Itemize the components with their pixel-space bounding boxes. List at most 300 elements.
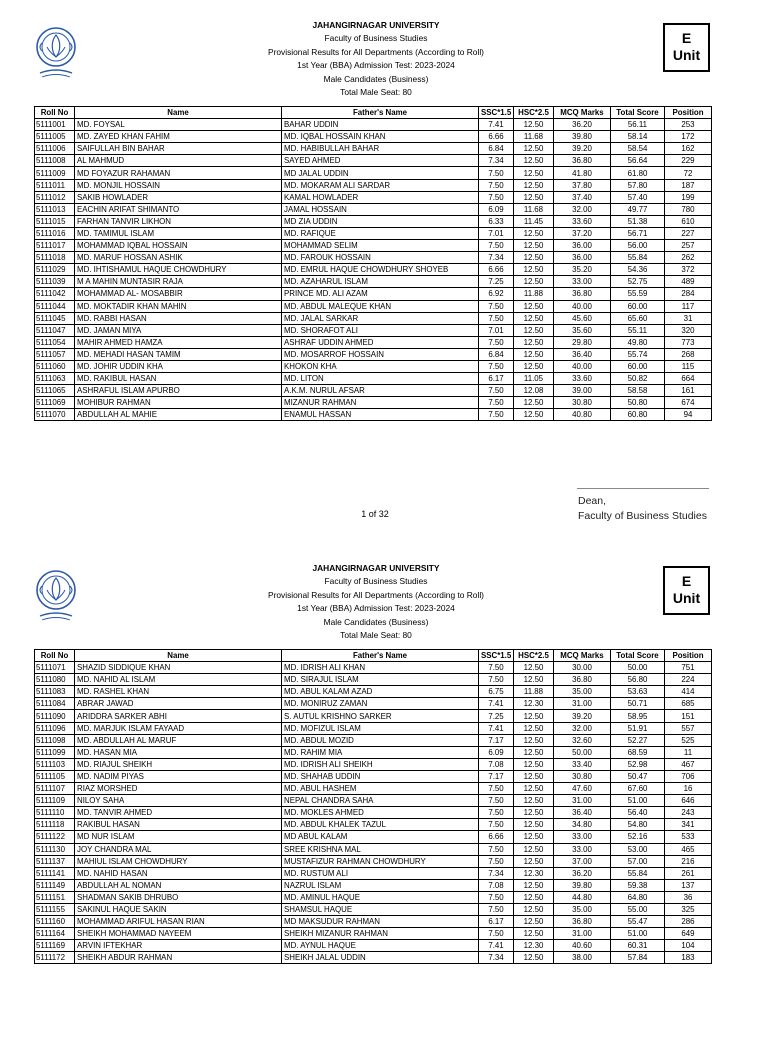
table-row <box>35 770 712 782</box>
mcq-cell: 37.00 <box>554 855 611 867</box>
unit-letter: E <box>681 573 692 589</box>
total-score-cell: 52.75 <box>611 276 665 288</box>
position-cell: 36 <box>665 891 712 903</box>
position-cell: 286 <box>665 916 712 928</box>
table-row <box>35 916 712 928</box>
roll-no-cell: 5111122 <box>35 831 75 843</box>
results-title: Provisional Results for All Departments (According to Roll) <box>268 589 484 600</box>
column-header: Name <box>75 650 282 662</box>
hsc-cell: 12.50 <box>514 674 554 686</box>
ssc-cell: 6.66 <box>479 264 514 276</box>
university-name: JAHANGIRNAGAR UNIVERSITY <box>312 563 440 573</box>
fathers-name-cell: MD. ABDUL MALEQUE KHAN <box>282 300 479 312</box>
total-score-cell: 57.00 <box>611 855 665 867</box>
mcq-cell: 30.80 <box>554 397 611 409</box>
name-cell: MD. TAMIMUL ISLAM <box>75 227 282 239</box>
faculty-name: Faculty of Business Studies <box>324 576 428 587</box>
column-header: HSC*2.5 <box>514 650 554 662</box>
ssc-cell: 7.41 <box>479 722 514 734</box>
name-cell: MD. MONJIL HOSSAIN <box>75 179 282 191</box>
mcq-cell: 36.80 <box>554 155 611 167</box>
table-row <box>35 288 712 300</box>
name-cell: MD. JOHIR UDDIN KHA <box>75 360 282 372</box>
table-row <box>35 203 712 215</box>
position-cell: 646 <box>665 795 712 807</box>
name-cell: MD. MARUF HOSSAN ASHIK <box>75 252 282 264</box>
position-cell: 525 <box>665 734 712 746</box>
total-score-cell: 60.31 <box>611 940 665 952</box>
table-row <box>35 227 712 239</box>
name-cell: MD. NAHID AL ISLAM <box>75 674 282 686</box>
fathers-name-cell: MOHAMMAD SELIM <box>282 240 479 252</box>
roll-no-cell: 5111105 <box>35 770 75 782</box>
roll-no-cell: 5111054 <box>35 336 75 348</box>
column-header: Father's Name <box>282 650 479 662</box>
position-cell: 465 <box>665 843 712 855</box>
mcq-cell: 40.60 <box>554 940 611 952</box>
roll-no-cell: 5111044 <box>35 300 75 312</box>
page-header <box>180 19 572 99</box>
ssc-cell: 7.50 <box>479 928 514 940</box>
table-row <box>35 119 712 131</box>
fathers-name-cell: MD. MOFIZUL ISLAM <box>282 722 479 734</box>
mcq-cell: 31.00 <box>554 928 611 940</box>
fathers-name-cell: NEPAL CHANDRA SAHA <box>282 795 479 807</box>
roll-no-cell: 5111096 <box>35 722 75 734</box>
table-row <box>35 167 712 179</box>
hsc-cell: 12.50 <box>514 179 554 191</box>
total-score-cell: 50.82 <box>611 373 665 385</box>
hsc-cell: 12.50 <box>514 795 554 807</box>
total-score-cell: 49.77 <box>611 203 665 215</box>
position-cell: 257 <box>665 240 712 252</box>
total-score-cell: 61.80 <box>611 167 665 179</box>
mcq-cell: 32.60 <box>554 734 611 746</box>
column-header: Roll No <box>35 650 75 662</box>
hsc-cell: 12.50 <box>514 952 554 964</box>
total-score-cell: 58.54 <box>611 143 665 155</box>
roll-no-cell: 5111070 <box>35 409 75 421</box>
roll-no-cell: 5111155 <box>35 903 75 915</box>
total-score-cell: 60.00 <box>611 300 665 312</box>
roll-no-cell: 5111013 <box>35 203 75 215</box>
position-cell: 664 <box>665 373 712 385</box>
roll-no-cell: 5111169 <box>35 940 75 952</box>
table-row <box>35 397 712 409</box>
fathers-name-cell: A.K.M. NURUL AFSAR <box>282 385 479 397</box>
mcq-cell: 34.80 <box>554 819 611 831</box>
fathers-name-cell: MD. MONIRUZ ZAMAN <box>282 698 479 710</box>
name-cell: ABDULLAH AL NOMAN <box>75 879 282 891</box>
table-row <box>35 819 712 831</box>
ssc-cell: 6.75 <box>479 686 514 698</box>
roll-no-cell: 5111060 <box>35 360 75 372</box>
mcq-cell: 45.60 <box>554 312 611 324</box>
roll-no-cell: 5111009 <box>35 167 75 179</box>
total-score-cell: 65.60 <box>611 312 665 324</box>
roll-no-cell: 5111118 <box>35 819 75 831</box>
total-score-cell: 57.84 <box>611 952 665 964</box>
roll-no-cell: 5111015 <box>35 215 75 227</box>
unit-badge <box>663 23 710 72</box>
fathers-name-cell: SHEIKH MIZANUR RAHMAN <box>282 928 479 940</box>
ssc-cell: 7.50 <box>479 385 514 397</box>
position-cell: 372 <box>665 264 712 276</box>
table-row <box>35 300 712 312</box>
table-row <box>35 758 712 770</box>
seat-count: Total Male Seat: 80 <box>340 630 412 641</box>
hsc-cell: 12.50 <box>514 167 554 179</box>
ssc-cell: 6.09 <box>479 746 514 758</box>
mcq-cell: 37.40 <box>554 191 611 203</box>
university-name: JAHANGIRNAGAR UNIVERSITY <box>312 20 440 30</box>
table-row <box>35 855 712 867</box>
position-cell: 94 <box>665 409 712 421</box>
roll-no-cell: 5111130 <box>35 843 75 855</box>
fathers-name-cell: MD. AMINUL HAQUE <box>282 891 479 903</box>
total-score-cell: 56.71 <box>611 227 665 239</box>
mcq-cell: 33.00 <box>554 831 611 843</box>
fathers-name-cell: MD. ABDUL KHALEK TAZUL <box>282 819 479 831</box>
roll-no-cell: 5111172 <box>35 952 75 964</box>
total-score-cell: 51.38 <box>611 215 665 227</box>
fathers-name-cell: MD. RUSTUM ALI <box>282 867 479 879</box>
ssc-cell: 7.50 <box>479 662 514 674</box>
total-score-cell: 58.58 <box>611 385 665 397</box>
fathers-name-cell: MD. EMRUL HAQUE CHOWDHURY SHOYEB <box>282 264 479 276</box>
fathers-name-cell: MD. IQBAL HOSSAIN KHAN <box>282 131 479 143</box>
mcq-cell: 31.00 <box>554 795 611 807</box>
fathers-name-cell: ASHRAF UDDIN AHMED <box>282 336 479 348</box>
hsc-cell: 12.50 <box>514 324 554 336</box>
name-cell: MD. HASAN MIA <box>75 746 282 758</box>
ssc-cell: 7.01 <box>479 227 514 239</box>
roll-no-cell: 5111151 <box>35 891 75 903</box>
ssc-cell: 7.50 <box>479 843 514 855</box>
dean-signature-block <box>578 494 707 524</box>
position-cell: 243 <box>665 807 712 819</box>
mcq-cell: 36.20 <box>554 867 611 879</box>
total-score-cell: 54.36 <box>611 264 665 276</box>
fathers-name-cell: MD. LITON <box>282 373 479 385</box>
name-cell: MAHIUL ISLAM CHOWDHURY <box>75 855 282 867</box>
hsc-cell: 12.50 <box>514 252 554 264</box>
name-cell: SAIFULLAH BIN BAHAR <box>75 143 282 155</box>
ssc-cell: 7.50 <box>479 300 514 312</box>
hsc-cell: 12.50 <box>514 191 554 203</box>
hsc-cell: 12.50 <box>514 855 554 867</box>
position-cell: 685 <box>665 698 712 710</box>
ssc-cell: 7.50 <box>479 397 514 409</box>
mcq-cell: 32.00 <box>554 203 611 215</box>
ssc-cell: 7.34 <box>479 155 514 167</box>
hsc-cell: 12.50 <box>514 143 554 155</box>
hsc-cell: 12.50 <box>514 903 554 915</box>
position-cell: 674 <box>665 397 712 409</box>
table-row <box>35 674 712 686</box>
roll-no-cell: 5111098 <box>35 734 75 746</box>
hsc-cell: 12.50 <box>514 807 554 819</box>
ssc-cell: 6.09 <box>479 203 514 215</box>
table-row <box>35 143 712 155</box>
name-cell: JOY CHANDRA MAL <box>75 843 282 855</box>
mcq-cell: 39.20 <box>554 710 611 722</box>
position-cell: 610 <box>665 215 712 227</box>
fathers-name-cell: S. AUTUL KRISHNO SARKER <box>282 710 479 722</box>
mcq-cell: 33.60 <box>554 215 611 227</box>
table-row <box>35 795 712 807</box>
hsc-cell: 12.50 <box>514 348 554 360</box>
mcq-cell: 41.80 <box>554 167 611 179</box>
ssc-cell: 7.50 <box>479 191 514 203</box>
hsc-cell: 12.50 <box>514 843 554 855</box>
mcq-cell: 47.60 <box>554 783 611 795</box>
roll-no-cell: 5111149 <box>35 879 75 891</box>
position-cell: 187 <box>665 179 712 191</box>
total-score-cell: 56.40 <box>611 807 665 819</box>
hsc-cell: 12.50 <box>514 891 554 903</box>
column-header: SSC*1.5 <box>479 107 514 119</box>
roll-no-cell: 5111042 <box>35 288 75 300</box>
roll-no-cell: 5111069 <box>35 397 75 409</box>
table-row <box>35 734 712 746</box>
position-cell: 117 <box>665 300 712 312</box>
position-cell: 649 <box>665 928 712 940</box>
roll-no-cell: 5111018 <box>35 252 75 264</box>
name-cell: ASHRAFUL ISLAM APURBO <box>75 385 282 397</box>
name-cell: SAKINUL HAQUE SAKIN <box>75 903 282 915</box>
fathers-name-cell: MD. AZAHARUL ISLAM <box>282 276 479 288</box>
fathers-name-cell: SAYED AHMED <box>282 155 479 167</box>
name-cell: MD. MARJUK ISLAM FAYAAD <box>75 722 282 734</box>
name-cell: SHEIKH MOHAMMAD NAYEEM <box>75 928 282 940</box>
fathers-name-cell: SREE KRISHNA MAL <box>282 843 479 855</box>
position-cell: 104 <box>665 940 712 952</box>
position-cell: 115 <box>665 360 712 372</box>
position-cell: 172 <box>665 131 712 143</box>
result-page-1 <box>0 0 768 522</box>
roll-no-cell: 5111090 <box>35 710 75 722</box>
mcq-cell: 36.20 <box>554 119 611 131</box>
total-score-cell: 55.74 <box>611 348 665 360</box>
mcq-cell: 37.20 <box>554 227 611 239</box>
name-cell: ARIDDRA SARKER ABHI <box>75 710 282 722</box>
hsc-cell: 12.50 <box>514 360 554 372</box>
roll-no-cell: 5111110 <box>35 807 75 819</box>
ssc-cell: 6.92 <box>479 288 514 300</box>
hsc-cell: 12.08 <box>514 385 554 397</box>
total-score-cell: 50.80 <box>611 397 665 409</box>
total-score-cell: 67.60 <box>611 783 665 795</box>
fathers-name-cell: MD. SHAHAB UDDIN <box>282 770 479 782</box>
name-cell: ARVIN IFTEKHAR <box>75 940 282 952</box>
name-cell: MAHIR AHMED HAMZA <box>75 336 282 348</box>
position-cell: 31 <box>665 312 712 324</box>
results-table-body <box>35 119 712 421</box>
position-cell: 151 <box>665 710 712 722</box>
table-row <box>35 879 712 891</box>
ssc-cell: 7.50 <box>479 674 514 686</box>
column-header: Roll No <box>35 107 75 119</box>
hsc-cell: 12.50 <box>514 397 554 409</box>
name-cell: RIAZ MORSHED <box>75 783 282 795</box>
ssc-cell: 7.50 <box>479 240 514 252</box>
hsc-cell: 12.50 <box>514 758 554 770</box>
position-cell: 557 <box>665 722 712 734</box>
roll-no-cell: 5111109 <box>35 795 75 807</box>
position-cell: 414 <box>665 686 712 698</box>
test-name: 1st Year (BBA) Admission Test: 2023-2024 <box>297 603 455 614</box>
ssc-cell: 7.50 <box>479 903 514 915</box>
name-cell: MOHAMMAD IQBAL HOSSAIN <box>75 240 282 252</box>
name-cell: SHAZID SIDDIQUE KHAN <box>75 662 282 674</box>
hsc-cell: 12.50 <box>514 783 554 795</box>
fathers-name-cell: MD. ABUL HASHEM <box>282 783 479 795</box>
name-cell: MOHIBUR RAHMAN <box>75 397 282 409</box>
mcq-cell: 36.80 <box>554 916 611 928</box>
position-cell: 162 <box>665 143 712 155</box>
mcq-cell: 36.00 <box>554 252 611 264</box>
roll-no-cell: 5111001 <box>35 119 75 131</box>
candidate-group: Male Candidates (Business) <box>323 73 429 84</box>
position-cell: 773 <box>665 336 712 348</box>
total-score-cell: 54.80 <box>611 819 665 831</box>
hsc-cell: 12.50 <box>514 746 554 758</box>
hsc-cell: 12.30 <box>514 940 554 952</box>
column-header: MCQ Marks <box>554 107 611 119</box>
table-row <box>35 131 712 143</box>
ssc-cell: 7.41 <box>479 119 514 131</box>
position-cell: 780 <box>665 203 712 215</box>
hsc-cell: 12.50 <box>514 227 554 239</box>
name-cell: MD. ZAYED KHAN FAHIM <box>75 131 282 143</box>
fathers-name-cell: JAMAL HOSSAIN <box>282 203 479 215</box>
position-cell: 467 <box>665 758 712 770</box>
fathers-name-cell: MD. IDRISH ALI SHEIKH <box>282 758 479 770</box>
mcq-cell: 35.00 <box>554 903 611 915</box>
name-cell: MOHAMMAD AL- MOSABBIR <box>75 288 282 300</box>
total-score-cell: 56.11 <box>611 119 665 131</box>
result-page-2 <box>0 543 768 1055</box>
mcq-cell: 36.40 <box>554 348 611 360</box>
total-score-cell: 51.00 <box>611 928 665 940</box>
roll-no-cell: 5111080 <box>35 674 75 686</box>
fathers-name-cell: MD. IDRISH ALI KHAN <box>282 662 479 674</box>
table-header-row <box>35 650 712 662</box>
roll-no-cell: 5111065 <box>35 385 75 397</box>
unit-letter: E <box>681 30 692 46</box>
roll-no-cell: 5111063 <box>35 373 75 385</box>
table-row <box>35 867 712 879</box>
roll-no-cell: 5111103 <box>35 758 75 770</box>
position-cell: 253 <box>665 119 712 131</box>
fathers-name-cell: MD MAKSUDUR RAHMAN <box>282 916 479 928</box>
roll-no-cell: 5111045 <box>35 312 75 324</box>
fathers-name-cell: MD. ABDUL MOZID <box>282 734 479 746</box>
table-row <box>35 240 712 252</box>
name-cell: MD NUR ISLAM <box>75 831 282 843</box>
table-row <box>35 831 712 843</box>
roll-no-cell: 5111084 <box>35 698 75 710</box>
fathers-name-cell: MD. SHORAFOT ALI <box>282 324 479 336</box>
fathers-name-cell: MD JALAL UDDIN <box>282 167 479 179</box>
total-score-cell: 60.80 <box>611 409 665 421</box>
column-header: Position <box>665 107 712 119</box>
hsc-cell: 12.50 <box>514 928 554 940</box>
hsc-cell: 12.50 <box>514 710 554 722</box>
ssc-cell: 7.50 <box>479 336 514 348</box>
university-logo-icon <box>34 25 78 83</box>
position-cell: 72 <box>665 167 712 179</box>
total-score-cell: 55.11 <box>611 324 665 336</box>
roll-no-cell: 5111083 <box>35 686 75 698</box>
mcq-cell: 33.40 <box>554 758 611 770</box>
ssc-cell: 7.50 <box>479 795 514 807</box>
fathers-name-cell: SHAMSUL HAQUE <box>282 903 479 915</box>
mcq-cell: 33.00 <box>554 843 611 855</box>
total-score-cell: 68.59 <box>611 746 665 758</box>
roll-no-cell: 5111017 <box>35 240 75 252</box>
ssc-cell: 7.34 <box>479 952 514 964</box>
table-row <box>35 940 712 952</box>
total-score-cell: 58.95 <box>611 710 665 722</box>
mcq-cell: 35.20 <box>554 264 611 276</box>
mcq-cell: 50.00 <box>554 746 611 758</box>
table-row <box>35 179 712 191</box>
column-header: MCQ Marks <box>554 650 611 662</box>
ssc-cell: 7.08 <box>479 879 514 891</box>
ssc-cell: 7.41 <box>479 698 514 710</box>
table-row <box>35 348 712 360</box>
table-row <box>35 903 712 915</box>
table-row <box>35 710 712 722</box>
mcq-cell: 40.00 <box>554 300 611 312</box>
hsc-cell: 12.50 <box>514 240 554 252</box>
fathers-name-cell: KHOKON KHA <box>282 360 479 372</box>
total-score-cell: 55.00 <box>611 903 665 915</box>
name-cell: FARHAN TANVIR LIKHON <box>75 215 282 227</box>
total-score-cell: 51.00 <box>611 795 665 807</box>
name-cell: AL MAHMUD <box>75 155 282 167</box>
ssc-cell: 7.50 <box>479 855 514 867</box>
hsc-cell: 11.05 <box>514 373 554 385</box>
roll-no-cell: 5111006 <box>35 143 75 155</box>
table-row <box>35 409 712 421</box>
name-cell: MD. RIAJUL SHEIKH <box>75 758 282 770</box>
total-score-cell: 53.63 <box>611 686 665 698</box>
name-cell: SAKIB HOWLADER <box>75 191 282 203</box>
total-score-cell: 52.98 <box>611 758 665 770</box>
fathers-name-cell: BAHAR UDDIN <box>282 119 479 131</box>
name-cell: MD. IHTISHAMUL HAQUE CHOWDHURY <box>75 264 282 276</box>
position-cell: 533 <box>665 831 712 843</box>
table-row <box>35 746 712 758</box>
page-header <box>180 562 572 642</box>
test-name: 1st Year (BBA) Admission Test: 2023-2024 <box>297 60 455 71</box>
roll-no-cell: 5111164 <box>35 928 75 940</box>
hsc-cell: 12.50 <box>514 312 554 324</box>
total-score-cell: 57.80 <box>611 179 665 191</box>
ssc-cell: 7.50 <box>479 167 514 179</box>
position-cell: 216 <box>665 855 712 867</box>
table-row <box>35 312 712 324</box>
ssc-cell: 7.50 <box>479 819 514 831</box>
total-score-cell: 59.38 <box>611 879 665 891</box>
fathers-name-cell: KAMAL HOWLADER <box>282 191 479 203</box>
roll-no-cell: 5111107 <box>35 783 75 795</box>
ssc-cell: 7.50 <box>479 783 514 795</box>
position-cell: 268 <box>665 348 712 360</box>
